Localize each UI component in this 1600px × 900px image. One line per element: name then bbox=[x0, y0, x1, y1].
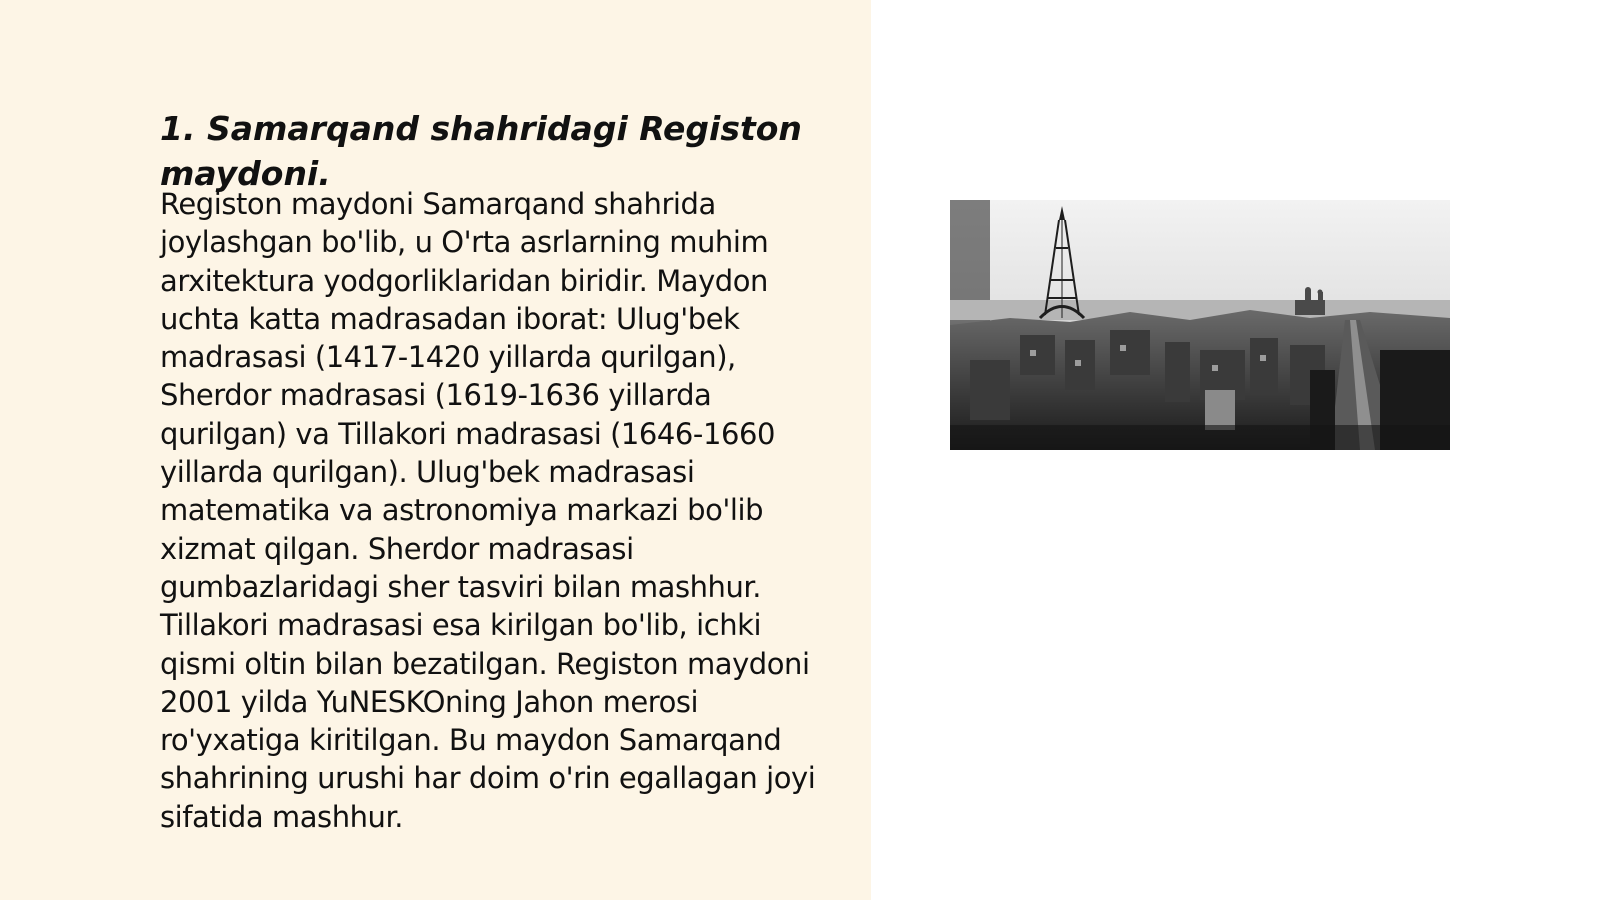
slide-title: 1. Samarqand shahridagi Registon maydoni. bbox=[160, 109, 802, 193]
city-photo bbox=[950, 200, 1450, 450]
slide-body-text: Registon maydoni Samarqand shahrida joylashgan bo'lib, u O'rta asrlarning muhim arxitektura yodgorliklaridan biridir. Maydon uchta katta madrasadan iborat: Ulug'bek madrasasi (1417-1420 yillarda qurilgan), Sherdor madrasasi (1619-1636 yillarda qurilgan) va Tillakori madrasasi (1646-1660 yillarda qurilgan). Ulug'bek madrasasi matematika va astronomiya markazi bo'lib xizmat qilgan. Sherdor madrasasi gumbazlaridagi sher tasviri bilan mashhur. Tillakori madrasasi esa kirilgan bo'lib, ichki qismi oltin bilan bezatilgan. Registon maydoni 2001 yilda YuNESKOning Jahon merosi ro'yxatiga kiritilgan. Bu maydon Samarqand shahrining urushi har doim o'rin egallagan joyi sifatida mashhur. bbox=[160, 187, 816, 834]
